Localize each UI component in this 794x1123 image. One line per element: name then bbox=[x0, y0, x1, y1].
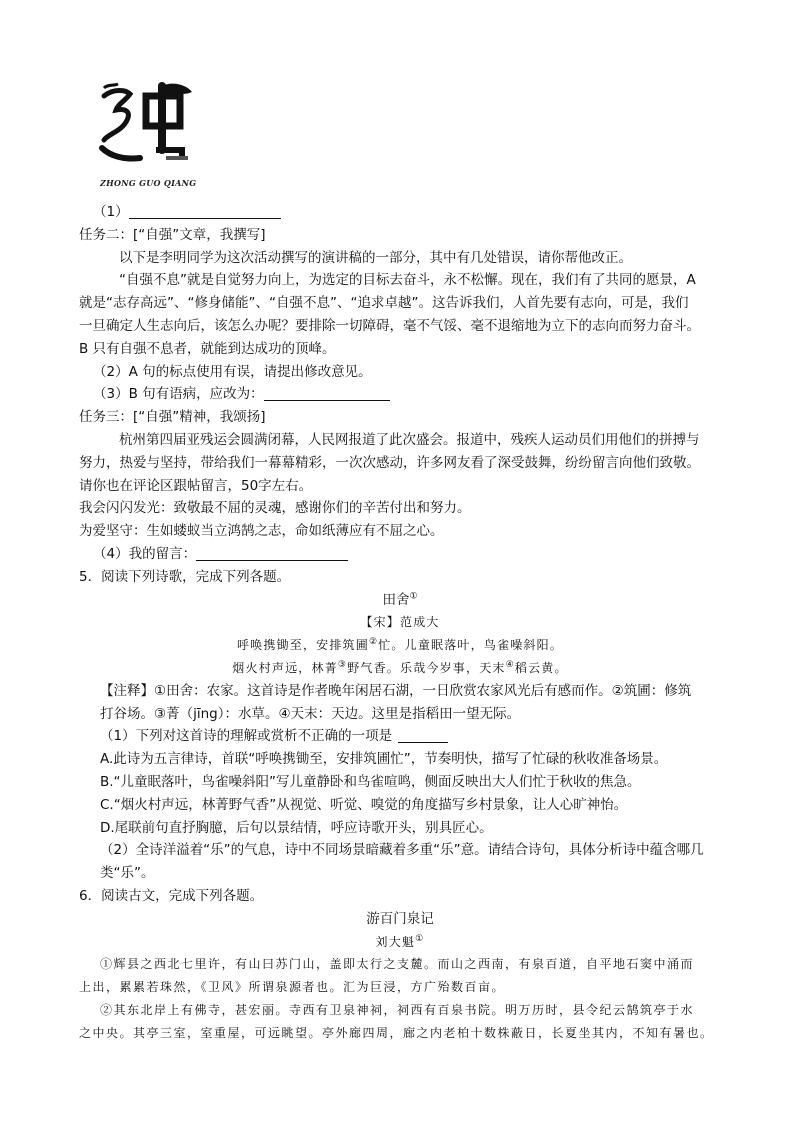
poem-title: 田舍① bbox=[382, 591, 418, 608]
question-3-line: （3）B 句有语病，应改为： bbox=[79, 383, 721, 406]
question-1-line: （1） bbox=[79, 201, 721, 224]
speech-line-4: B 只有自强不息者，就能到达成功的顶峰。 bbox=[79, 340, 336, 357]
prose-title: 游百门泉记 bbox=[366, 910, 434, 927]
prose-author: 刘大魁① bbox=[375, 933, 425, 949]
comment-1: 我会闪闪发光：致敬最不屈的灵魂，感谢你们的辛苦付出和努力。 bbox=[79, 500, 471, 517]
section-5-heading: 5．阅读下列诗歌，完成下列各题。 bbox=[79, 568, 291, 585]
poem-author: 【宋】范成大 bbox=[360, 615, 440, 630]
qiang-calligraphy-icon bbox=[96, 78, 206, 178]
question-2: （2）A 句的标点使用有误，请提出修改意见。 bbox=[93, 363, 372, 380]
section-6-heading: 6．阅读古文，完成下列各题。 bbox=[79, 887, 264, 904]
paragraph-2-line-1: ②其东北岸上有佛寺，甚宏丽。寺西有卫泉神祠，祠西有百泉书院。明万历时，县令纪云鹄筑亭于水 bbox=[100, 1002, 695, 1017]
speech-line-2: 就是“志存高远”、“修身储能”、“自强不息”、“追求卓越”。这告诉我们，人首先要有志向，可是，我们 bbox=[79, 295, 689, 312]
notes-line-2: 打谷场。③菁（jīng）：水草。④天末：天边。这里是指稻田一望无际。 bbox=[100, 705, 521, 722]
task3-line-2: 努力，热爱与坚持，带给我们一幕幕精彩，一次次感动，许多网友看了深受鼓舞，纷纷留言向他们致敬。 bbox=[79, 454, 700, 471]
answer-blank-5-1[interactable] bbox=[398, 727, 448, 743]
poem-line-2: 烟火村声远，林菁③野气香。乐哉今岁事，天末④稻云黄。 bbox=[232, 659, 568, 675]
zhong-guo-qiang-logo bbox=[96, 78, 206, 190]
answer-blank-4[interactable] bbox=[196, 545, 348, 561]
task2-header: 任务二：[“自强”文章，我撰写] bbox=[79, 226, 266, 243]
question-4-line: （4）我的留言： bbox=[79, 543, 721, 566]
logo-caption: ZHONG GUO QIANG bbox=[100, 178, 197, 188]
paragraph-1-line-2: 上出，累累若珠然，《卫风》所谓泉源者也。汇为巨浸，方广殆数百亩。 bbox=[79, 980, 506, 995]
task3-header: 任务三：[“自强”精神，我颂扬] bbox=[79, 409, 266, 426]
paragraph-2-line-2: 之中央。其亭三室，室重屋，可远眺望。亭外廊四周，廊之内老柏十数株蔽日，长夏坐其内，不知有暑也。 bbox=[79, 1025, 714, 1040]
option-d: D.尾联前句直抒胸臆，后句以景结情，呼应诗歌开头，别具匠心。 bbox=[100, 819, 493, 836]
comment-2: 为爱坚守：生如蝼蚁当立鸿鹄之志，命如纸薄应有不屈之心。 bbox=[79, 523, 444, 540]
paragraph-1-line-1: ①辉县之西北七里许，有山曰苏门山，盖即太行之支麓。而山之西南，有泉百道，自平地石窦中涌而 bbox=[100, 957, 695, 972]
option-a: A.此诗为五言律诗，首联“呼唤携锄至，安排筑圃忙”，节奏明快，描写了忙碌的秋收准备场景。 bbox=[100, 751, 668, 768]
task3-line-1: 杭州第四届亚残运会圆满闭幕，人民网报道了此次盛会。报道中，残疾人运动员们用他们的拼搏与 bbox=[119, 431, 700, 448]
option-b: B.“儿童眠落叶，鸟雀噪斜阳”写儿童静卧和鸟雀喧鸣，侧面反映出大人们忙于秋收的焦急。 bbox=[100, 773, 641, 790]
poem-line-1: 呼唤携锄至，安排筑圃②忙。儿童眠落叶，鸟雀噪斜阳。 bbox=[236, 637, 564, 653]
task3-line-3: 请你也在评论区跟帖留言，50字左右。 bbox=[79, 477, 313, 494]
question-5-2-line-1: （2）全诗洋溢着“乐”的气息，诗中不同场景暗藏着多重“乐”意。请结合诗句，具体分析诗中蕴含哪几 bbox=[100, 842, 704, 859]
task2-intro: 以下是李明同学为这次活动撰写的演讲稿的一部分，其中有几处错误，请你帮他改正。 bbox=[119, 249, 632, 266]
speech-line-1: “自强不息”就是自觉努力向上，为选定的目标去奋斗，永不松懈。现在，我们有了共同的愿景，A bbox=[119, 272, 696, 289]
question-5-2-line-2: 类“乐”。 bbox=[100, 865, 155, 882]
notes-line-1: 【注释】①田舍：农家。这首诗是作者晚年闲居石湖，一日欣赏农家风光后有感而作。②筑圃：修筑 bbox=[100, 682, 692, 699]
answer-blank-3[interactable] bbox=[264, 385, 390, 401]
speech-line-3: 一旦确定人生志向后，该怎么办呢？要排除一切障碍，毫不气馁、毫不退缩地为立下的志向而努力奋斗。 bbox=[79, 317, 700, 334]
answer-blank-1[interactable] bbox=[129, 203, 281, 219]
option-c: C.“烟火村声远，林菁野气香”从视觉、听觉、嗅觉的角度描写乡村景象，让人心旷神怡。 bbox=[100, 796, 628, 813]
question-5-1-line: （1）下列对这首诗的理解或赏析不正确的一项是 bbox=[79, 725, 721, 748]
document-content bbox=[79, 201, 721, 1044]
